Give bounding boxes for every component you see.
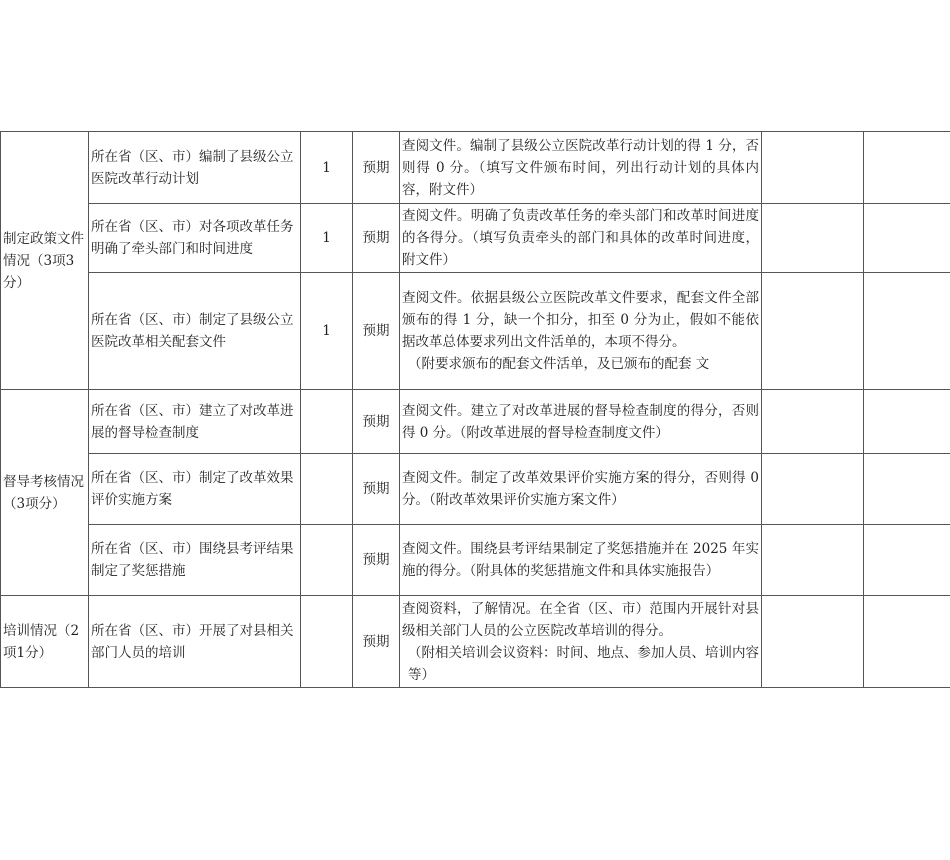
status-cell: 预期 <box>353 273 400 390</box>
status-cell: 预期 <box>353 525 400 596</box>
status-cell: 预期 <box>353 390 400 454</box>
item-cell: 所在省（区、市）编制了县级公立医院改革行动计划 <box>89 132 301 204</box>
category-cell: 制定政策文件情况（3项3分） <box>1 132 89 390</box>
empty-cell <box>864 596 950 688</box>
method-text: 查阅文件。制定了改革效果评价实施方案的得分，否则得 0 分。（附改革效果评价实施方案文件） <box>402 470 759 508</box>
status-cell: 预期 <box>353 454 400 525</box>
score-cell <box>301 596 353 688</box>
method-attachment-note: （附相关培训会议资料：时间、地点、参加人员、培训内容等） <box>408 644 759 683</box>
method-cell <box>400 525 762 596</box>
category-cell: 培训情况（2项1分） <box>1 596 89 688</box>
empty-cell <box>864 204 950 273</box>
item-cell: 所在省（区、市）制定了改革效果评价实施方案 <box>89 454 301 525</box>
evaluation-table <box>0 131 950 688</box>
category-cell: 督导考核情况（3项分） <box>1 390 89 596</box>
table-row <box>1 204 950 273</box>
empty-cell <box>762 390 864 454</box>
item-cell: 所在省（区、市）建立了对改革进展的督导检查制度 <box>89 390 301 454</box>
method-text: 查阅文件。编制了县级公立医院改革行动计划的得 1 分，否则得 0 分。（填写文件颁布时间，列出行动计划的具体内容，附文件） <box>402 137 759 198</box>
score-cell: 1 <box>301 273 353 390</box>
item-cell: 所在省（区、市）对各项改革任务明确了牵头部门和时间进度 <box>89 204 301 273</box>
score-cell: 1 <box>301 204 353 273</box>
table-row <box>1 273 950 390</box>
empty-cell <box>762 273 864 390</box>
table-row <box>1 132 950 204</box>
empty-cell <box>762 454 864 525</box>
item-cell: 所在省（区、市）制定了县级公立医院改革相关配套文件 <box>89 273 301 390</box>
method-cell <box>400 204 762 273</box>
empty-cell <box>864 454 950 525</box>
table-row <box>1 454 950 525</box>
status-cell: 预期 <box>353 204 400 273</box>
empty-cell <box>864 132 950 204</box>
item-cell: 所在省（区、市）开展了对县相关部门人员的培训 <box>89 596 301 688</box>
table-row <box>1 525 950 596</box>
empty-cell <box>762 132 864 204</box>
status-cell: 预期 <box>353 596 400 688</box>
score-cell <box>301 525 353 596</box>
score-cell: 1 <box>301 132 353 204</box>
method-cell <box>400 273 762 390</box>
empty-cell <box>864 273 950 390</box>
method-cell <box>400 454 762 525</box>
method-text: 查阅文件。建立了对改革进展的督导检查制度的得分，否则得 0 分。（附改革进展的督导检查制度文件） <box>402 402 759 441</box>
method-cell <box>400 596 762 688</box>
score-cell <box>301 454 353 525</box>
method-text: 查阅文件。围绕县考评结果制定了奖惩措施并在 2025 年实施的得分。（附具体的奖惩措施文件和具体实施报告） <box>402 541 759 579</box>
empty-cell <box>864 390 950 454</box>
status-cell: 预期 <box>353 132 400 204</box>
empty-cell <box>762 525 864 596</box>
empty-cell <box>762 596 864 688</box>
empty-cell <box>762 204 864 273</box>
method-text: 查阅文件。依据县级公立医院改革文件要求，配套文件全部颁布的得 1 分，缺一个扣分，扣至 0 分为止，假如不能依据改革总体要求列出文件活单的，本项不得分。 <box>402 290 759 350</box>
score-cell <box>301 390 353 454</box>
table-row <box>1 390 950 454</box>
item-cell: 所在省（区、市）围绕县考评结果制定了奖惩措施 <box>89 525 301 596</box>
method-cell <box>400 132 762 204</box>
empty-cell <box>864 525 950 596</box>
method-cell <box>400 390 762 454</box>
method-text: 查阅文件。明确了负责改革任务的牵头部门和改革时间进度的各得分。（填写负责牵头的部门和具体的改革时间进度，附文件） <box>402 208 759 268</box>
table-row <box>1 596 950 688</box>
method-text: 查阅资料，了解情况。在全省（区、市）范围内开展针对县级相关部门人员的公立医院改革培训的得分。 <box>402 600 759 639</box>
method-attachment-note: （附要求颁布的配套文件活单，及已颁布的配套 文 <box>408 356 710 372</box>
